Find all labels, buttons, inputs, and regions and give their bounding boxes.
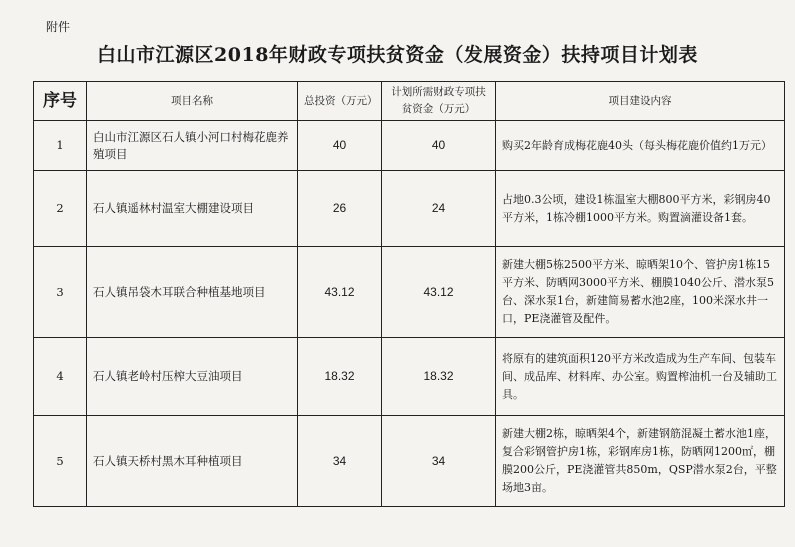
- row-seq: 4: [34, 338, 87, 416]
- row-total: 26: [298, 171, 382, 247]
- row-content: 占地0.3公顷，建设1栋温室大棚800平方米，彩钢房40平方米，1栋冷棚1000平方米。购置滴灌设备1套。: [496, 171, 785, 247]
- document-title: 白山市江源区2018年财政专项扶贫资金（发展资金）扶持项目计划表: [97, 44, 698, 66]
- row-total: 40: [298, 121, 382, 171]
- row-planned: 34: [382, 416, 496, 507]
- row-planned: 24: [382, 171, 496, 247]
- table-row: [34, 338, 785, 416]
- row-total: 34: [298, 416, 382, 507]
- row-seq: 2: [34, 171, 87, 247]
- row-name: 白山市江源区石人镇小河口村梅花鹿养殖项目: [87, 121, 298, 171]
- table-row: [34, 171, 785, 247]
- row-content: 新建大棚5栋2500平方米、晾晒架10个、管护房1栋15平方米、防晒网3000平方米、棚膜1040公斤、潜水泵5台、深水泵1台，新建简易蓄水池2座，100米深水井一口，PE浇灌管及配件。: [496, 247, 785, 338]
- row-planned: 40: [382, 121, 496, 171]
- table-header-row: [34, 82, 785, 121]
- header-content: 项目建设内容: [496, 82, 785, 121]
- row-planned: 18.32: [382, 338, 496, 416]
- row-content: 将原有的建筑面积120平方米改造成为生产车间、包装车间、成品库、材料库、办公室。购置榨油机一台及辅助工具。: [496, 338, 785, 416]
- row-total: 18.32: [298, 338, 382, 416]
- row-content: 新建大棚2栋，晾晒架4个，新建钢筋混凝土蓄水池1座，复合彩钢管护房1栋，彩钢库房1栋，防晒网1200㎡，棚膜200公斤，PE浇灌管共850m，QSP潜水泵2台，平整场地3亩。: [496, 416, 785, 507]
- row-seq: 5: [34, 416, 87, 507]
- row-planned: 43.12: [382, 247, 496, 338]
- row-seq: 3: [34, 247, 87, 338]
- header-seq: 序号: [34, 82, 87, 121]
- row-seq: 1: [34, 121, 87, 171]
- row-name: 石人镇吊袋木耳联合种植基地项目: [87, 247, 298, 338]
- row-name: 石人镇遥林村温室大棚建设项目: [87, 171, 298, 247]
- header-planned: 计划所需财政专项扶贫资金（万元）: [382, 82, 496, 121]
- project-plan-table: [33, 81, 785, 507]
- row-content: 购买2年龄育成梅花鹿40头（每头梅花鹿价值约1万元）: [496, 121, 785, 171]
- header-total: 总投资（万元）: [298, 82, 382, 121]
- row-name: 石人镇老岭村压榨大豆油项目: [87, 338, 298, 416]
- table-row: [34, 121, 785, 171]
- attachment-label: 附件: [46, 20, 71, 34]
- table-row: [34, 247, 785, 338]
- row-name: 石人镇天桥村黑木耳种植项目: [87, 416, 298, 507]
- table-row: [34, 416, 785, 507]
- header-name: 项目名称: [87, 82, 298, 121]
- row-total: 43.12: [298, 247, 382, 338]
